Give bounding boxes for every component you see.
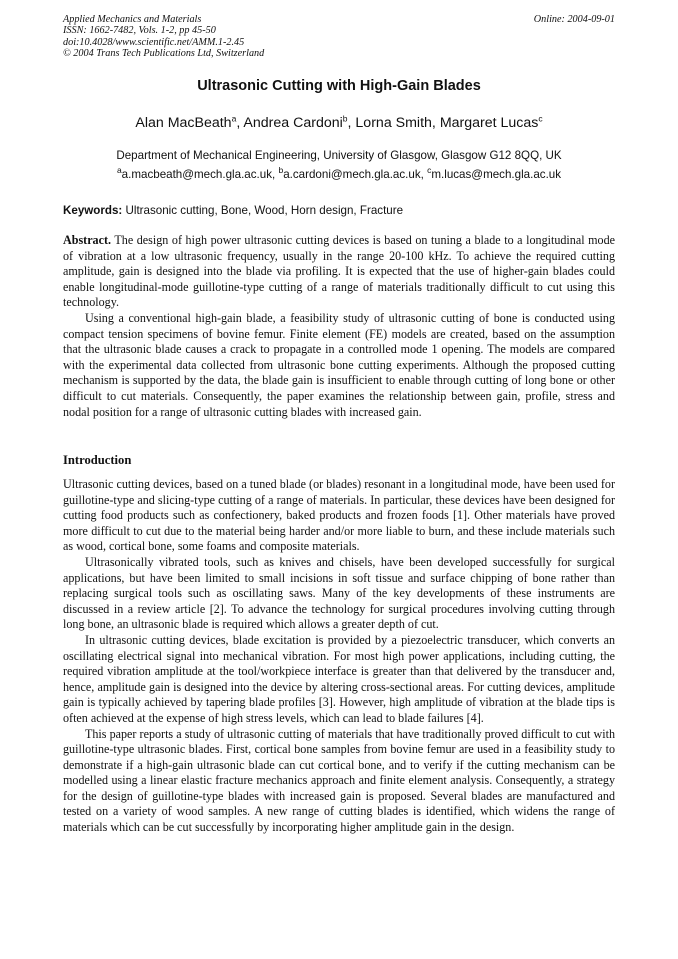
abstract-paragraph	[63, 233, 615, 311]
keywords-text: Ultrasonic cutting, Bone, Wood, Horn design, Fracture	[125, 204, 404, 217]
keywords-label: Keywords:	[63, 204, 123, 217]
journal-name: Applied Mechanics and Materials	[63, 14, 202, 25]
introduction-section	[63, 477, 615, 836]
abstract-text: The design of high power ultrasonic cutting devices is based on tuning a blade to a longitudinal mode of vibration at a low ultrasonic frequency, usually in the range 20-100 kHz. To achieve the required cutting amplitude, gain is designed into the blade via profiling. It is expected that the use of higher-gain blades could enable longitudinal-mode guillotine-type cutting of a range of materials traditionally difficult to cut using this technology.	[63, 233, 615, 310]
author-sup: c	[538, 113, 543, 124]
author-name: Lorna Smith	[355, 115, 432, 131]
author-name: Andrea Cardoni	[243, 115, 343, 131]
abstract-paragraph: Using a conventional high-gain blade, a feasibility study of ultrasonic cutting of bone is conducted using compact tension specimens of bovine femur. Finite element (FE) models are created, based on the assumption that the ultrasonic blade causes a crack to propagate in a controlled mode 1 opening. The models are compared with the experimental data collected from ultrasonic bone cutting experiments. Although the proposed cutting mechanism is supported by the data, the blade gain is insufficient to enable through cutting of long bone or other difficult to cut materials. Consequently, the paper examines the relationship between gain, profile, stress and nodal position for a range of ultrasonic cutting blades with increased gain.	[63, 310, 615, 419]
copyright-line: © 2004 Trans Tech Publications Ltd, Switzerland	[63, 48, 265, 60]
affiliation: Department of Mechanical Engineering, University of Glasgow, Glasgow G12 8QQ, UK	[116, 149, 562, 162]
email-sup: b	[278, 165, 284, 176]
author-sup: b	[342, 113, 348, 124]
email-sup: c	[427, 165, 432, 176]
email-address[interactable]: a.cardoni@mech.gla.ac.uk	[283, 168, 421, 181]
journal-header	[63, 14, 615, 60]
author-sup: a	[231, 113, 237, 124]
paper-title: Ultrasonic Cutting with High-Gain Blades	[197, 78, 481, 94]
author-list: Alan MacBeath$^a$, Andrea Cardoni$^b$, Lorna Smith, Margaret Lucas$^c$	[135, 113, 543, 131]
email-sup: a	[116, 165, 122, 176]
keywords-line	[63, 204, 615, 217]
abstract-section	[63, 233, 615, 420]
abstract-label: Abstract.	[63, 233, 112, 247]
author-name: Margaret Lucas	[439, 115, 539, 131]
online-date: Online: 2004-09-01	[533, 14, 615, 25]
author-name: Alan MacBeath	[135, 115, 232, 131]
intro-paragraph: Ultrasonically vibrated tools, such as knives and chisels, have been developed successfully for surgical applications, but have been limited to small incisions in soft tissue and surface chipping of bone rather than replacing surgical tools such as oscillating saws. Many of the key developments of these instruments are discussed in a review article [2]. To advance the technology for surgical procedures involving cutting through long bone, an ultrasonic blade is required which allows a greater depth of cut.	[63, 554, 615, 632]
issn-line: ISSN: 1662-7482, Vols. 1-2, pp 45-50	[63, 25, 216, 37]
section-heading: Introduction	[63, 453, 132, 467]
doi-line[interactable]: doi:10.4028/www.scientific.net/AMM.1-2.45	[63, 36, 245, 48]
intro-paragraph: In ultrasonic cutting devices, blade excitation is provided by a piezoelectric transducer, which converts an oscillating electrical signal into mechanical vibration. For most high power applications, including cutting, the required vibration amplitude at the tool/workpiece interface is greater than that delivered by the transducer and, hence, amplitude gain is designed into the device by altering cross-sectional areas. For cutting devices, amplitude gain is typically achieved by tapering blade profiles [3]. However, high amplitude of vibration at the blade tips is often achieved at the expense of high stress levels, which can lead to blade failures [4].	[63, 632, 615, 725]
email-address[interactable]: a.macbeath@mech.gla.ac.uk	[121, 168, 273, 181]
intro-paragraph: Ultrasonic cutting devices, based on a tuned blade (or blades) resonant in a longitudinal mode, have been used for guillotine-type and slicing-type cutting of a range of materials. In particular, these devices have been designed for cutting food products such as confectionery, baked products and frozen foods [1]. Other materials have proved more difficult to cut due to the material being harder and/or more liable to burn, and these include materials such as wood, cortical bone, some foams and composite materials.	[63, 477, 615, 554]
intro-paragraph: This paper reports a study of ultrasonic cutting of materials that have traditionally proved difficult to cut with guillotine-type ultrasonic blades. First, cortical bone samples from bovine femur are used in a feasibility study to demonstrate if a high-gain ultrasonic blade can cut cortical bone, and to verify if the cutting mechanism can be modelled using a linear elastic fracture mechanics approach and finite element analysis. Consequently, a strategy for the design of guillotine-type blades with increased gain is proposed. Several blades are manufactured and tested on a variety of wood samples. A new range of cutting blades is identified, which widens the range of materials which can be cut successfully by incorporating higher amplitude gain in the design.	[63, 726, 615, 835]
email-list: $^a$a.macbeath@mech.gla.ac.uk, $^b$a.cardoni@mech.gla.ac.uk, $^c$m.lucas@mech.gla.ac.uk	[116, 165, 562, 181]
email-address[interactable]: m.lucas@mech.gla.ac.uk	[431, 168, 562, 181]
